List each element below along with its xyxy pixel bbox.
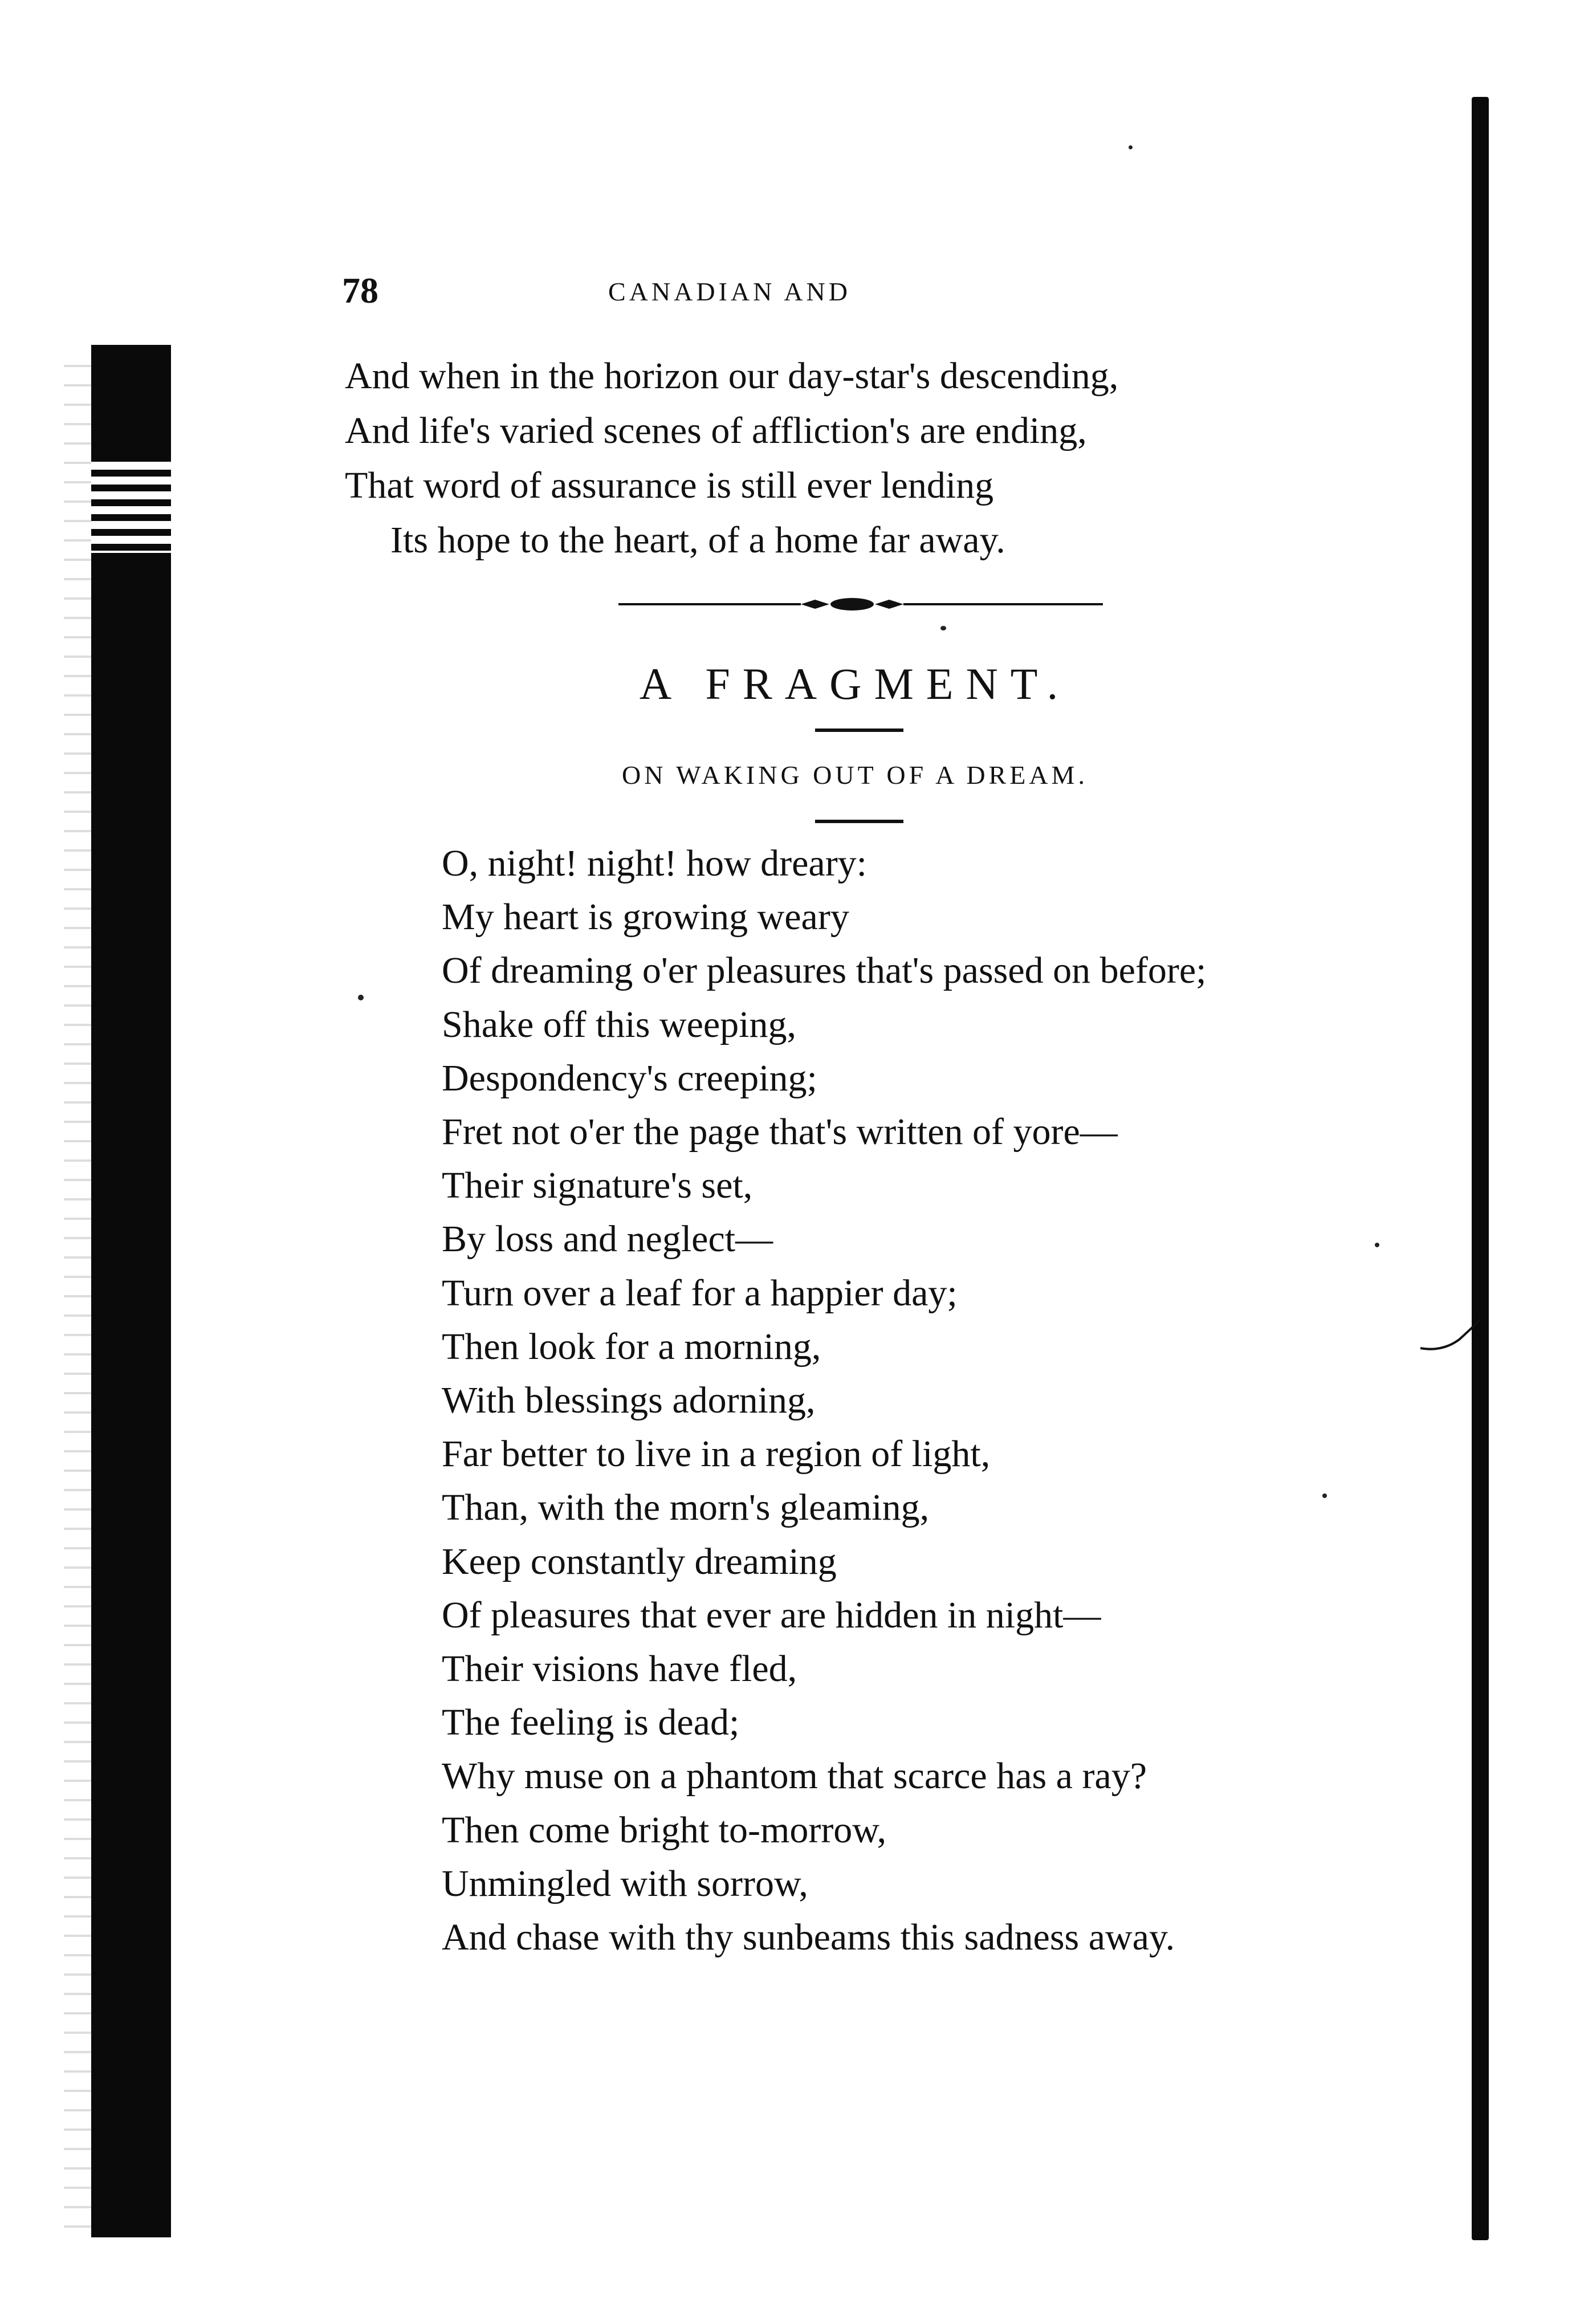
poem-line: And chase with thy sunbeams this sadness away. [442, 1916, 1175, 1959]
title-rule [815, 728, 903, 732]
scan-speck [940, 626, 946, 630]
left-binding-strip [91, 345, 171, 2237]
poem-line: Far better to live in a region of light, [442, 1433, 991, 1475]
poem-line: My heart is growing weary [442, 896, 849, 938]
poem-line: Then look for a morning, [442, 1325, 821, 1367]
page-header [342, 268, 1174, 314]
poem-line: Then come bright to-morrow, [442, 1809, 887, 1851]
poem-line: O, night! night! how dreary: [442, 842, 868, 884]
poem-line: Turn over a leaf for a happier day; [442, 1272, 958, 1314]
poem-line: Fret not o'er the page that's written of yore— [442, 1111, 1118, 1153]
stanza-line: That word of assurance is still ever lending [345, 465, 994, 506]
poem-line: Keep constantly dreaming [442, 1540, 837, 1582]
poem-line: Than, with the morn's gleaming, [442, 1487, 930, 1529]
left-binding-stripes [91, 462, 171, 553]
scan-speck [358, 995, 364, 1000]
closing-stanza [345, 349, 1371, 568]
poem-line: With blessings adorning, [442, 1379, 816, 1422]
stanza-line: And when in the horizon our day-star's descending, [345, 355, 1119, 397]
poem-body [442, 837, 1411, 1964]
right-binding-strip [1472, 97, 1489, 2240]
poem-line: The feeling is dead; [442, 1702, 740, 1744]
page-edge-shadow [64, 348, 91, 2237]
running-head: CANADIAN AND [608, 277, 851, 306]
scan-mark [1419, 1317, 1482, 1357]
poem-line: Despondency's creeping; [442, 1057, 817, 1099]
scan-speck [1322, 1493, 1327, 1498]
poem-line: Their signature's set, [442, 1165, 753, 1207]
section-subtitle: ON WAKING OUT OF A DREAM. [622, 760, 1088, 789]
subtitle-rule [815, 820, 903, 823]
poem-line: Of dreaming o'er pleasures that's passed on before; [442, 950, 1207, 992]
poem-line: Their visions have fled, [442, 1648, 797, 1690]
scan-speck [1375, 1243, 1379, 1247]
poem-line: By loss and neglect— [442, 1218, 773, 1260]
poem-line: Shake off this weeping, [442, 1003, 797, 1045]
poem-line: Of pleasures that ever are hidden in night— [442, 1594, 1101, 1636]
ornamental-divider [618, 593, 1103, 616]
scan-speck [1129, 145, 1133, 149]
poem-line: Unmingled with sorrow, [442, 1862, 808, 1904]
stanza-line: And life's varied scenes of affliction's are ending, [345, 410, 1087, 451]
poem-line: Why muse on a phantom that scarce has a ray? [442, 1755, 1147, 1797]
section-title: A FRAGMENT. [639, 659, 1071, 709]
page-number: 78 [342, 270, 378, 311]
stanza-line: Its hope to the heart, of a home far away. [390, 519, 1005, 561]
